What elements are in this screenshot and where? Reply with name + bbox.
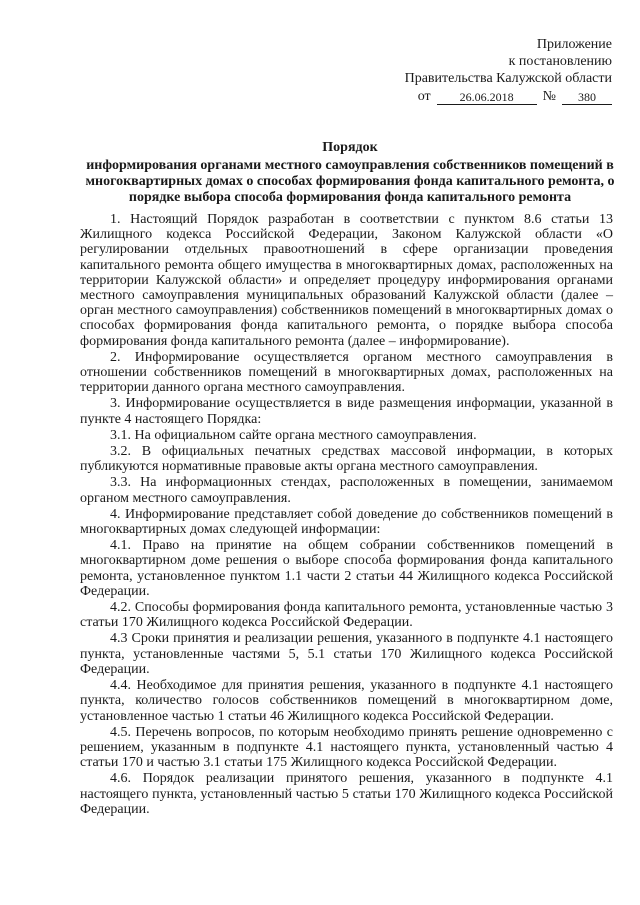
- paragraph: 3. Информирование осуществляется в виде размещения информации, указанной в пункте 4 настоящего Порядка:: [80, 396, 613, 427]
- document-body: [80, 212, 613, 818]
- government-label: Правительства Калужской области: [404, 71, 612, 86]
- resolution-date: 26.06.2018: [437, 90, 537, 105]
- date-number-line: [352, 88, 612, 105]
- paragraph: 3.3. На информационных стендах, расположенных в помещении, занимаемом органом местного самоуправления.: [80, 475, 613, 506]
- paragraph: 1. Настоящий Порядок разработан в соответствии с пунктом 8.6 статьи 13 Жилищного кодекса Российской Федерации, Законом Калужской области «О регулировании отдельных правоотношений в сфере организации проведения капитального ремонта общего имущества в многоквартирных домах, расположенных на территории Калужской области» и определяет процедуру информирования органами местного самоуправления муниципальных образований Калужской области (далее – орган местного самоуправления) собственников помещений в многоквартирных домах о способах формирования фонда капитального ремонта, о порядке выбора способа формирования фонда капитального ремонта (далее – информирование).: [80, 212, 613, 349]
- paragraph: 3.1. На официальном сайте органа местного самоуправления.: [110, 427, 477, 443]
- paragraph: 4.3 Сроки принятия и реализации решения, указанного в подпункте 4.1 настоящего пункта, установленные частями 5, 5.1 статьи 170 Жилищного кодекса Российской Федерации.: [80, 631, 613, 677]
- from-label: от: [417, 89, 431, 104]
- paragraph: 3.2. В официальных печатных средствах массовой информации, в которых публикуются нормативные правовые акты органа местного самоуправления.: [80, 444, 613, 475]
- appendix-label: Приложение: [536, 37, 612, 52]
- paragraph: 4. Информирование представляет собой доведение до собственников помещений в многоквартирных домах следующей информации:: [80, 506, 613, 538]
- resolution-number: 380: [562, 90, 612, 105]
- paragraph: 4.4. Необходимое для принятия решения, указанного в подпункте 4.1 настоящего пункта, количество голосов собственников помещений в многоквартирном доме, установленное частью 1 статьи 46 Жилищного кодекса Российской Федерации.: [80, 678, 613, 724]
- paragraph: 4.6. Порядок реализации принятого решения, указанного в подпункте 4.1 настоящего пункта, установленный частью 5 статьи 170 Жилищного кодекса Российской Федерации.: [80, 771, 613, 817]
- resolution-label: к постановлению: [508, 54, 612, 69]
- document-title: [80, 140, 620, 206]
- appendix-header: [352, 36, 612, 105]
- paragraph: 2. Информирование осуществляется органом местного самоуправления в отношении собственников помещений в многоквартирных домах, расположенных на территории данного органа местного самоуправления.: [80, 349, 613, 396]
- number-label: №: [542, 89, 556, 104]
- paragraph: 4.5. Перечень вопросов, по которым необходимо принять решение одновременно с решением, указанным в подпункте 4.1 настоящего пункта, установленный частью 4 статьи 170 и частью 3.1 статьи 175 Жилищного кодекса Российской Федерации.: [80, 724, 613, 771]
- paragraph: 4.2. Способы формирования фонда капитального ремонта, установленные частью 3 статьи 170 Жилищного кодекса Российской Федерации.: [80, 600, 613, 631]
- title-subtitle: информирования органами местного самоуправления собственников помещений в многоквартирных домах о способах формирования фонда капитального ремонта, о порядке выбора способа формирования фонда капитального ремонта: [85, 158, 615, 205]
- title-main: Порядок: [322, 140, 378, 155]
- paragraph: 4.1. Право на принятие на общем собрании собственников помещений в многоквартирном доме решения о выборе способа формирования фонда капитального ремонта, установленное пунктом 1.1 части 2 статьи 44 Жилищного кодекса Российской Федерации.: [80, 538, 613, 599]
